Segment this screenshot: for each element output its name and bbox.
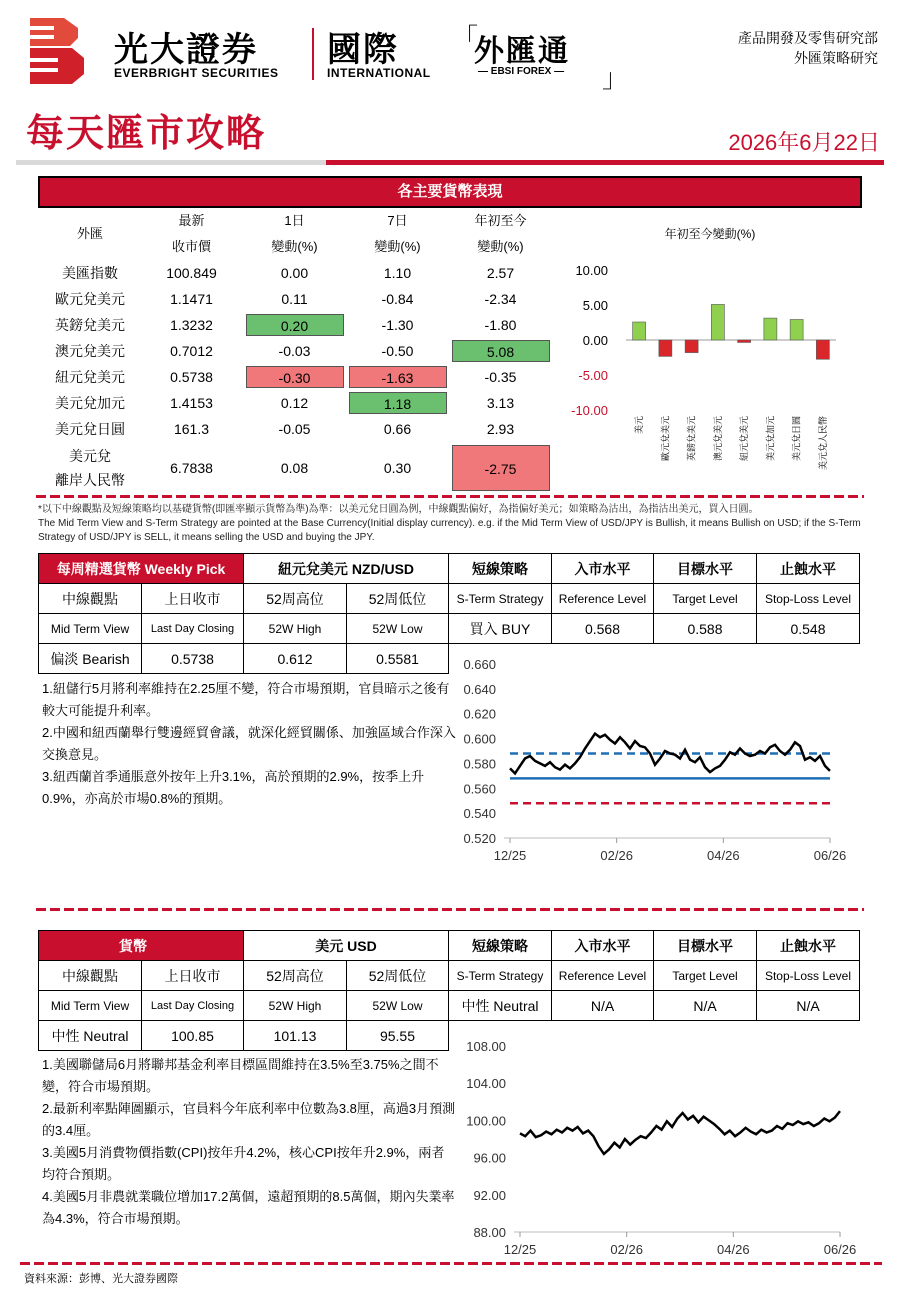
y-tick-label: 92.00 (473, 1187, 506, 1203)
fx-name-line2: 離岸人民幣 (55, 472, 125, 488)
ytd-bar-chart (560, 214, 860, 490)
fx-name: 澳元兌美元 (55, 343, 125, 359)
y-tick-label: 0.640 (463, 681, 496, 697)
col-last-close: 上日收市 (142, 961, 244, 991)
col-stop-loss-en: Stop-Loss Level (757, 584, 860, 614)
x-tick-label: 美元兌日圓 (791, 416, 802, 462)
x-tick-label: 06/26 (813, 848, 847, 863)
commentary-item: 2.中國和紐西蘭舉行雙邊經貿會議，就深化經貿關係、加強區域合作深入交換意見。 (42, 725, 456, 762)
col-reference: 入市水平 (552, 554, 654, 584)
reference-value: N/A (552, 991, 654, 1021)
table-row (40, 260, 552, 286)
col-target: 目標水平 (654, 931, 757, 961)
section-divider (36, 495, 864, 498)
change-1d: 0.00 (280, 265, 309, 281)
fx-brand-en: — EBSI FOREX — (478, 66, 565, 77)
change-7d: 0.30 (383, 460, 412, 476)
department (738, 28, 878, 68)
everbright-logo-icon (30, 18, 86, 84)
col-strategy: 短線策略 (449, 554, 552, 584)
fx-name: 歐元兌美元 (55, 291, 125, 307)
change-ytd: 2.57 (486, 265, 515, 281)
x-tick-label: 04/26 (717, 1242, 750, 1257)
disclaimer-cn: *以下中線觀點及短線策略均以基礎貨幣(即匯率顯示貨幣為準)為準：以美元兌日圓為例，中線觀點偏好，為指偏好美元；如策略為沽出，為指沽出美元，買入日圓。 (38, 504, 759, 515)
y-tick-label: 0.560 (463, 781, 496, 797)
overview-table (40, 208, 552, 494)
reference-value: 0.568 (552, 614, 654, 644)
commentary-item: 3.美國5月消費物價指數(CPI)按年升4.2%，核心CPI按年升2.9%，兩者均符合預期。 (42, 1145, 445, 1182)
stop-loss-value: N/A (757, 991, 860, 1021)
strategy-value: 買入 BUY (449, 614, 552, 644)
col-stop-loss-en: Stop-Loss Level (757, 961, 860, 991)
ytd-bar (764, 318, 777, 340)
change-7d: 0.66 (383, 421, 412, 437)
fx-name: 美元兌加元 (55, 395, 125, 411)
section-divider (36, 908, 864, 911)
y-tick-label: 100.00 (466, 1113, 506, 1129)
fx-name-line1: 美元兌 (69, 448, 111, 464)
col-last-2: 收市價 (171, 239, 211, 254)
pick2-commentary (42, 1054, 457, 1230)
y-tick-label: 88.00 (473, 1225, 506, 1240)
x-tick-label: 紐元兌美元 (739, 416, 750, 462)
x-tick-label: 02/26 (600, 848, 633, 863)
last-close: 0.7012 (170, 343, 213, 359)
x-tick-label: 12/25 (503, 1242, 537, 1257)
x-tick-label: 歐元兌美元 (660, 416, 671, 462)
table-row (40, 390, 552, 416)
ytd-bar (685, 340, 698, 353)
change-ytd: 2.93 (486, 421, 515, 437)
page-title: 每天匯市攻略 (26, 111, 267, 155)
y-tick-label: 0.520 (463, 831, 496, 846)
last-close: 1.3232 (170, 317, 213, 333)
department-line2: 外匯策略研究 (794, 50, 878, 66)
col-52w-high: 52周高位 (244, 584, 347, 614)
report-date: 2026年6月22日 (728, 130, 880, 155)
y-tick-label: -5.00 (578, 368, 608, 383)
col-fx: 外匯 (76, 226, 103, 241)
col-52w-low: 52周低位 (347, 584, 449, 614)
x-tick-label: 02/26 (610, 1242, 643, 1257)
col-reference-en: Reference Level (552, 961, 654, 991)
last-close: 1.4153 (170, 395, 213, 411)
last-close: 6.7838 (170, 460, 213, 476)
change-7d: -0.84 (381, 291, 414, 307)
col-strategy-en: S-Term Strategy (449, 961, 552, 991)
brand-intl-cn: 國際 (327, 31, 399, 69)
pair-name: 美元 USD (244, 931, 449, 961)
table-row (40, 442, 552, 494)
change-7d: -0.50 (381, 343, 414, 359)
y-tick-label: 96.00 (473, 1150, 506, 1166)
last-close-value: 0.5738 (142, 644, 244, 674)
target-value: 0.588 (654, 614, 757, 644)
col-52w-high: 52周高位 (244, 961, 347, 991)
target-value: N/A (654, 991, 757, 1021)
change-ytd: -2.34 (484, 291, 517, 307)
x-tick-label: 美元兌加元 (765, 416, 776, 462)
change-ytd-highlight: 5.08 (452, 340, 550, 362)
y-tick-label: 0.00 (582, 333, 608, 348)
change-1d: -0.03 (278, 343, 311, 359)
fx-name: 紐元兌美元 (55, 369, 125, 385)
col-52w-low-en: 52W Low (347, 991, 449, 1021)
y-tick-label: 0.660 (463, 657, 496, 672)
52w-high-value: 101.13 (244, 1021, 347, 1051)
x-tick-label: 英鎊兌美元 (686, 416, 697, 462)
change-ytd: 3.13 (486, 395, 515, 411)
change-1d: -0.05 (278, 421, 311, 437)
col-strategy-en: S-Term Strategy (449, 584, 552, 614)
col-mid-view: 中線觀點 (39, 584, 142, 614)
y-tick-label: 0.540 (463, 806, 496, 822)
commentary-item: 4.美國5月非農就業職位增加17.2萬個，遠超預期的8.5萬個，期內失業率為4.3%，符合市場預期。 (42, 1189, 455, 1226)
col-1d-1: 1日 (284, 213, 305, 228)
y-tick-label: 10.00 (575, 263, 608, 278)
change-1d-highlight: -0.30 (246, 366, 344, 388)
y-tick-label: 0.580 (463, 756, 496, 772)
department-line1: 產品開發及零售研究部 (738, 30, 878, 46)
change-7d-highlight: -1.63 (349, 366, 447, 388)
col-52w-high-en: 52W High (244, 991, 347, 1021)
52w-low-value: 95.55 (347, 1021, 449, 1051)
pick1-commentary (42, 678, 457, 810)
mid-view-value: 中性 Neutral (39, 1021, 142, 1051)
col-stop-loss: 止蝕水平 (757, 931, 860, 961)
52w-high-value: 0.612 (244, 644, 347, 674)
last-close: 100.849 (166, 265, 217, 281)
commentary-item: 2.最新利率點陣圖顯示，官員料今年底利率中位數為3.8厘，高過3月預測的3.4厘。 (42, 1101, 456, 1138)
usd-index-line-chart (450, 1030, 870, 1258)
stop-loss-value: 0.548 (757, 614, 860, 644)
col-last-1: 最新 (178, 213, 205, 228)
x-tick-label: 美元兌人民幣 (817, 416, 828, 471)
brand-name-en: EVERBRIGHT SECURITIES (114, 66, 279, 80)
change-ytd-highlight: -2.75 (452, 445, 550, 491)
mid-view-value: 偏淡 Bearish (39, 644, 142, 674)
table-row (40, 364, 552, 390)
last-close: 0.5738 (170, 369, 213, 385)
change-1d: 0.11 (281, 291, 308, 307)
col-reference: 入市水平 (552, 931, 654, 961)
weekly-pick-label: 每周精選貨幣 Weekly Pick (39, 554, 244, 584)
col-last-close-en: Last Day Closing (142, 991, 244, 1021)
fx-brand-cn: 外匯通 (474, 35, 570, 68)
pair-name: 紐元兌美元 NZD/USD (244, 554, 449, 584)
fx-name: 美匯指數 (62, 265, 118, 281)
col-mid-view-en: Mid Term View (39, 614, 142, 644)
y-tick-label: -10.00 (571, 403, 608, 418)
col-reference-en: Reference Level (552, 584, 654, 614)
table-row (40, 286, 552, 312)
disclaimer-note (38, 503, 868, 545)
y-tick-label: 104.00 (466, 1076, 506, 1092)
change-1d: 0.08 (280, 460, 309, 476)
footer-divider (20, 1262, 882, 1265)
y-tick-label: 5.00 (582, 298, 608, 313)
52w-low-value: 0.5581 (347, 644, 449, 674)
change-ytd: -0.35 (484, 369, 517, 385)
col-last-close: 上日收市 (142, 584, 244, 614)
col-7d-2: 變動(%) (374, 239, 421, 254)
last-close-value: 100.85 (142, 1021, 244, 1051)
col-1d-2: 變動(%) (271, 239, 318, 254)
disclaimer-en: The Mid Term View and S-Term Strategy are pointed at the Base Currency(Initial display currency). e.g. if the Mid Term View of USD/JPY is Bullish, it means Bullish on USD; if the S-Term Strategy of USD/JPY is SELL, it means selling the USD and buying the JPY. (38, 518, 861, 543)
col-52w-low: 52周低位 (347, 961, 449, 991)
ytd-bar (816, 340, 829, 359)
commentary-item: 1.美國聯儲局6月將聯邦基金利率目標區間維持在3.5%至3.75%之間不變，符合市場預期。 (42, 1057, 439, 1094)
usd-index-line (520, 1111, 840, 1154)
col-target-en: Target Level (654, 584, 757, 614)
x-tick-label: 美元 (634, 416, 645, 435)
col-last-close-en: Last Day Closing (142, 614, 244, 644)
bracket-right: 」 (602, 63, 629, 93)
chart-title: 年初至今變動(%) (664, 227, 756, 241)
col-52w-low-en: 52W Low (347, 614, 449, 644)
overview-heading: 各主要貨幣表現 (38, 176, 862, 208)
x-tick-label: 澳元兌美元 (712, 416, 723, 462)
col-mid-view: 中線觀點 (39, 961, 142, 991)
col-stop-loss: 止蝕水平 (757, 554, 860, 584)
table-row (40, 338, 552, 364)
y-tick-label: 0.600 (463, 731, 496, 747)
x-tick-label: 04/26 (707, 848, 740, 863)
ytd-bar (711, 304, 724, 340)
table-row (40, 312, 552, 338)
fx-name: 美元兌日圓 (55, 421, 125, 437)
col-7d-1: 7日 (387, 213, 408, 228)
nzd-usd-line-chart (450, 650, 870, 868)
change-7d: 1.10 (383, 265, 412, 281)
last-close: 1.1471 (170, 291, 213, 307)
commentary-item: 1.紐儲行5月將利率維持在2.25厘不變，符合市場預期，官員暗示之後有較大可能提升利率。 (42, 681, 450, 718)
col-strategy: 短線策略 (449, 931, 552, 961)
col-target-en: Target Level (654, 961, 757, 991)
col-52w-high-en: 52W High (244, 614, 347, 644)
bracket-left: 「 (452, 23, 479, 53)
change-7d: -1.30 (381, 317, 414, 333)
col-ytd-1: 年初至今 (474, 213, 527, 228)
x-tick-label: 12/25 (493, 848, 527, 863)
ytd-bar (633, 322, 646, 340)
y-tick-label: 108.00 (466, 1039, 506, 1054)
fx-name: 英鎊兌美元 (55, 317, 125, 333)
brand-separator (312, 28, 314, 80)
change-1d-highlight: 0.20 (246, 314, 344, 336)
col-mid-view-en: Mid Term View (39, 991, 142, 1021)
ytd-bar (738, 340, 751, 342)
brand-intl-en: INTERNATIONAL (327, 66, 431, 80)
ytd-bar (790, 319, 803, 340)
title-rule (16, 160, 884, 165)
last-close: 161.3 (173, 421, 210, 437)
currency-label: 貨幣 (39, 931, 244, 961)
source-note: 資料來源：彭博、光大證券國際 (24, 1273, 178, 1285)
change-7d-highlight: 1.18 (349, 392, 447, 414)
col-target: 目標水平 (654, 554, 757, 584)
ytd-bar (659, 340, 672, 356)
table-row (40, 416, 552, 442)
y-tick-label: 0.620 (463, 706, 496, 722)
nzd-price-line (510, 734, 830, 774)
commentary-item: 3.紐西蘭首季通脹意外按年上升3.1%，高於預期的2.9%，按季上升0.9%，亦高於市場0.8%的預期。 (42, 769, 425, 806)
strategy-value: 中性 Neutral (449, 991, 552, 1021)
x-tick-label: 06/26 (823, 1242, 857, 1257)
col-ytd-2: 變動(%) (477, 239, 524, 254)
change-1d: 0.12 (280, 395, 309, 411)
brand-name-cn: 光大證券 (114, 31, 258, 69)
change-ytd: -1.80 (484, 317, 517, 333)
